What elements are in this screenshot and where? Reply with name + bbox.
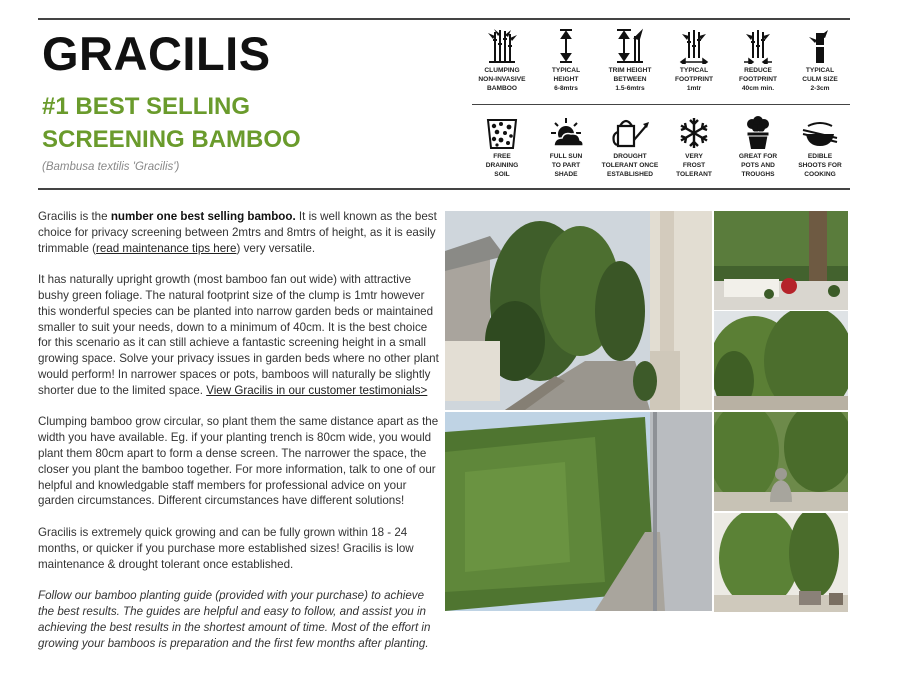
icons-divider bbox=[472, 104, 850, 105]
paragraph-intro: Gracilis is the number one best selling bamboo. It is well known as the best choice for privacy screening between 2mtrs and 8mtrs of height, as it is easily trimmable (read maintenance tips here) very versatile. bbox=[38, 210, 437, 255]
paragraph-planting-guide: Follow our bamboo planting guide (provided with your purchase) to achieve the best results. The guides are helpful and easy to follow, and assist you in achieving the best results in the shortest amount of time. Most of the effort in growing your bamboos is preparation and the first few months after planting. bbox=[38, 589, 431, 650]
feature-edible: EDIBLE SHOOTS FOR COOKING bbox=[790, 116, 850, 179]
trim-height-icon bbox=[613, 28, 647, 64]
botanical-name: (Bambusa textilis 'Gracilis') bbox=[42, 161, 180, 173]
feature-sun: FULL SUN TO PART SHADE bbox=[536, 116, 596, 179]
photo-side-path-hedge bbox=[445, 412, 712, 611]
pot-icon bbox=[740, 116, 776, 150]
footprint-icon bbox=[677, 28, 711, 64]
culm-size-icon bbox=[803, 28, 837, 64]
top-rule bbox=[38, 18, 850, 20]
feature-icons-grid bbox=[472, 22, 850, 186]
clump-bamboo-icon bbox=[485, 28, 519, 64]
photo-courtyard-tree bbox=[714, 211, 848, 310]
subtitle-line-1: #1 BEST SELLING bbox=[42, 93, 251, 120]
maintenance-tips-link[interactable]: read maintenance tips here bbox=[95, 241, 237, 255]
feature-frost: VERY FROST TOLERANT bbox=[664, 116, 724, 179]
bottom-rule bbox=[38, 188, 850, 190]
bowl-icon bbox=[800, 116, 840, 150]
feature-height: TYPICAL HEIGHT 6-8mtrs bbox=[536, 28, 596, 93]
feature-reduce-footprint: REDUCE FOOTPRINT 40cm min. bbox=[728, 28, 788, 93]
subtitle bbox=[42, 90, 301, 156]
reduce-footprint-icon bbox=[741, 28, 775, 64]
photo-patio-bamboo bbox=[714, 513, 848, 612]
page-title: GRACILIS bbox=[42, 27, 271, 80]
feature-footprint: TYPICAL FOOTPRINT 1mtr bbox=[664, 28, 724, 93]
snowflake-icon bbox=[676, 116, 712, 150]
testimonials-link[interactable]: View Gracilis in our customer testimonials> bbox=[206, 383, 428, 397]
feature-trim-height: TRIM HEIGHT BETWEEN 1.5-6mtrs bbox=[600, 28, 660, 93]
photo-hedge-row bbox=[714, 311, 848, 410]
height-arrow-icon bbox=[549, 28, 583, 64]
paragraph-growth: It has naturally upright growth (most bamboo fan out wide) with attractive bushy green foliage. The natural footprint size of the clump is 1mtr however this wonderful species can be planted into narrow garden beds or maintained smaller to suit your needs, down to a minimum of 40cm. It is the best choice for this scenario as it can still achieve a fantastic screening height in a small growing space. Solve your privacy issues in garden beds where no other plant would perform! In narrower spaces or pots, bamboos will naturally be slightly shorter due to the limited space. View Gracilis in our customer testimonials> bbox=[38, 273, 439, 397]
paragraph-growth-speed: Gracilis is extremely quick growing and can be fully grown within 18 - 24 months, or quicker if you purchase more established sizes! Gracilis is low maintenance & drought tolerant once established. bbox=[38, 525, 414, 571]
watering-can-icon bbox=[610, 116, 650, 150]
feature-drought: DROUGHT TOLERANT ONCE ESTABLISHED bbox=[600, 116, 660, 179]
sun-icon bbox=[548, 116, 584, 150]
feature-pots: GREAT FOR POTS AND TROUGHS bbox=[728, 116, 788, 179]
soil-icon bbox=[484, 116, 520, 150]
body-text bbox=[38, 209, 443, 667]
feature-clumping: CLUMPING NON-INVASIVE BAMBOO bbox=[472, 28, 532, 93]
feature-soil: FREE DRAINING SOIL bbox=[472, 116, 532, 179]
photo-buddha-garden bbox=[714, 412, 848, 511]
subtitle-line-2: SCREENING BAMBOO bbox=[42, 126, 301, 153]
paragraph-spacing: Clumping bamboo grow circular, so plant them the same distance apart as the width you have available. Eg. if your planting trench is 80cm wide, you would plant them 80cm apart to form a dense screen. The narrower the space, the closer you plant the bamboo together. For more information, talk to one of our helpful and knowledgable staff members for professional advice on your garden circumstances. Different circumstances have different solutions! bbox=[38, 415, 439, 508]
photo-driveway-bamboo bbox=[445, 211, 712, 410]
feature-culm-size: TYPICAL CULM SIZE 2-3cm bbox=[790, 28, 850, 93]
